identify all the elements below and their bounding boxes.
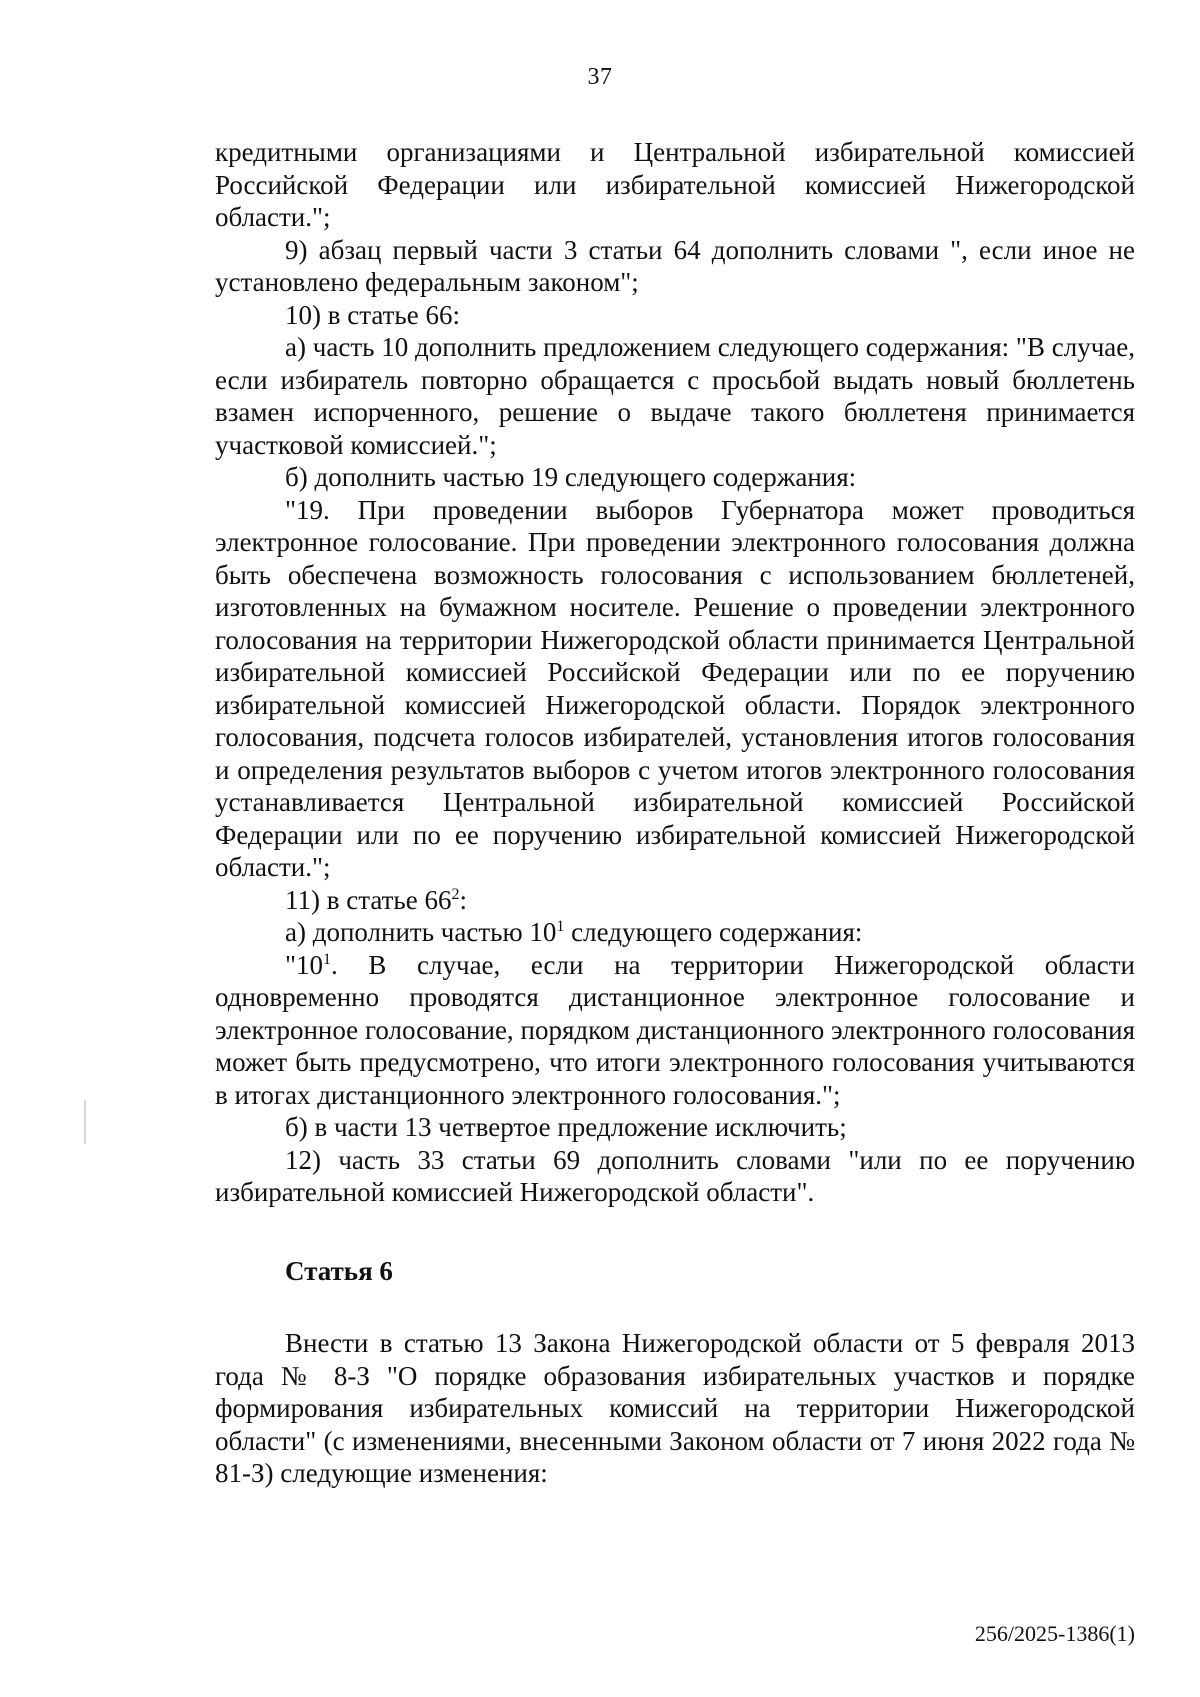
item-11-text: 11) в статье 66 (285, 884, 452, 915)
item-9: 9) абзац первый части 3 статьи 64 дополнить словами ", если иное не установлено федеральным законом"; (215, 234, 1135, 297)
document-body (215, 136, 1135, 1490)
item-10b-text: "19. При проведении выборов Губернатора может проводиться электронное голосование. При проведении электронного голосования должна быть обеспечена возможность голосования с использованием бюллетеней, изготовленных на бумажном носителе. Решение о проведении электронного голосования на территории Нижегородской области принимается Центральной избирательной комиссией Российской Федерации или по ее поручению избирательной комиссией Нижегородской области. Порядок электронного голосования, подсчета голосов избирателей, установления итогов голосования и определения результатов выборов с учетом итогов электронного голосования устанавливается Центральной избирательной комиссией Российской Федерации или по ее поручению избирательной комиссией Нижегородской области."; (215, 494, 1135, 882)
item-12: 12) часть 33 статьи 69 дополнить словами "или по ее поручению избирательной комиссией Нижегородской области". (215, 1144, 1135, 1207)
item-11-superscript: 2 (451, 885, 460, 903)
item-11a-text: а) дополнить частью 10 (285, 917, 557, 947)
item-10b: б) дополнить частью 19 следующего содержания: (285, 462, 857, 492)
paragraph-continuation: кредитными организациями и Центральной избирательной комиссией Российской Федерации или избирательной комиссией Нижегородской области."; (215, 137, 1135, 232)
item-11b: б) в части 13 четвертое предложение исключить; (285, 1112, 847, 1142)
part-10-1-superscript: 1 (323, 950, 332, 968)
scan-artifact (84, 1100, 86, 1144)
item-10a: а) часть 10 дополнить предложением следующего содержания: "В случае, если избиратель повторно обращается с просьбой выдать новый бюллетень взамен испорченного, решение о выдаче такого бюллетеня принимается участковой комиссией."; (215, 332, 1135, 460)
item-11 (215, 884, 1135, 917)
item-10: 10) в статье 66: (285, 299, 460, 330)
item-11-tail: : (459, 884, 467, 915)
item-11a-tail: следующего содержания: (564, 917, 863, 947)
page-number: 37 (587, 64, 613, 90)
part-10-1-number: "10 (285, 949, 324, 980)
article-heading: Статья 6 (285, 1255, 393, 1286)
document-code: 256/2025-1386(1) (974, 1621, 1135, 1646)
item-11a (215, 916, 1135, 949)
item-11a-superscript: 1 (556, 918, 565, 935)
article-6-text: Внести в статью 13 Закона Нижегородской области от 5 февраля 2013 года № 8-З "О порядке образования избирательных участков и порядке формирования избирательных комиссий на территории Нижегородской области" (с изменениями, внесенными Законом области от 7 июня 2022 года № 81-З) следующие изменения: (215, 1328, 1135, 1488)
part-10-1-text: . В случае, если на территории Нижегородской области одновременно проводятся дистанционное электронное голосование и электронное голосование, порядком дистанционного электронного голосования может быть предусмотрено, что итоги электронного голосования учитываются в итогах дистанционного электронного голосования."; (215, 949, 1135, 1110)
item-11a-text-body (215, 949, 1135, 1112)
